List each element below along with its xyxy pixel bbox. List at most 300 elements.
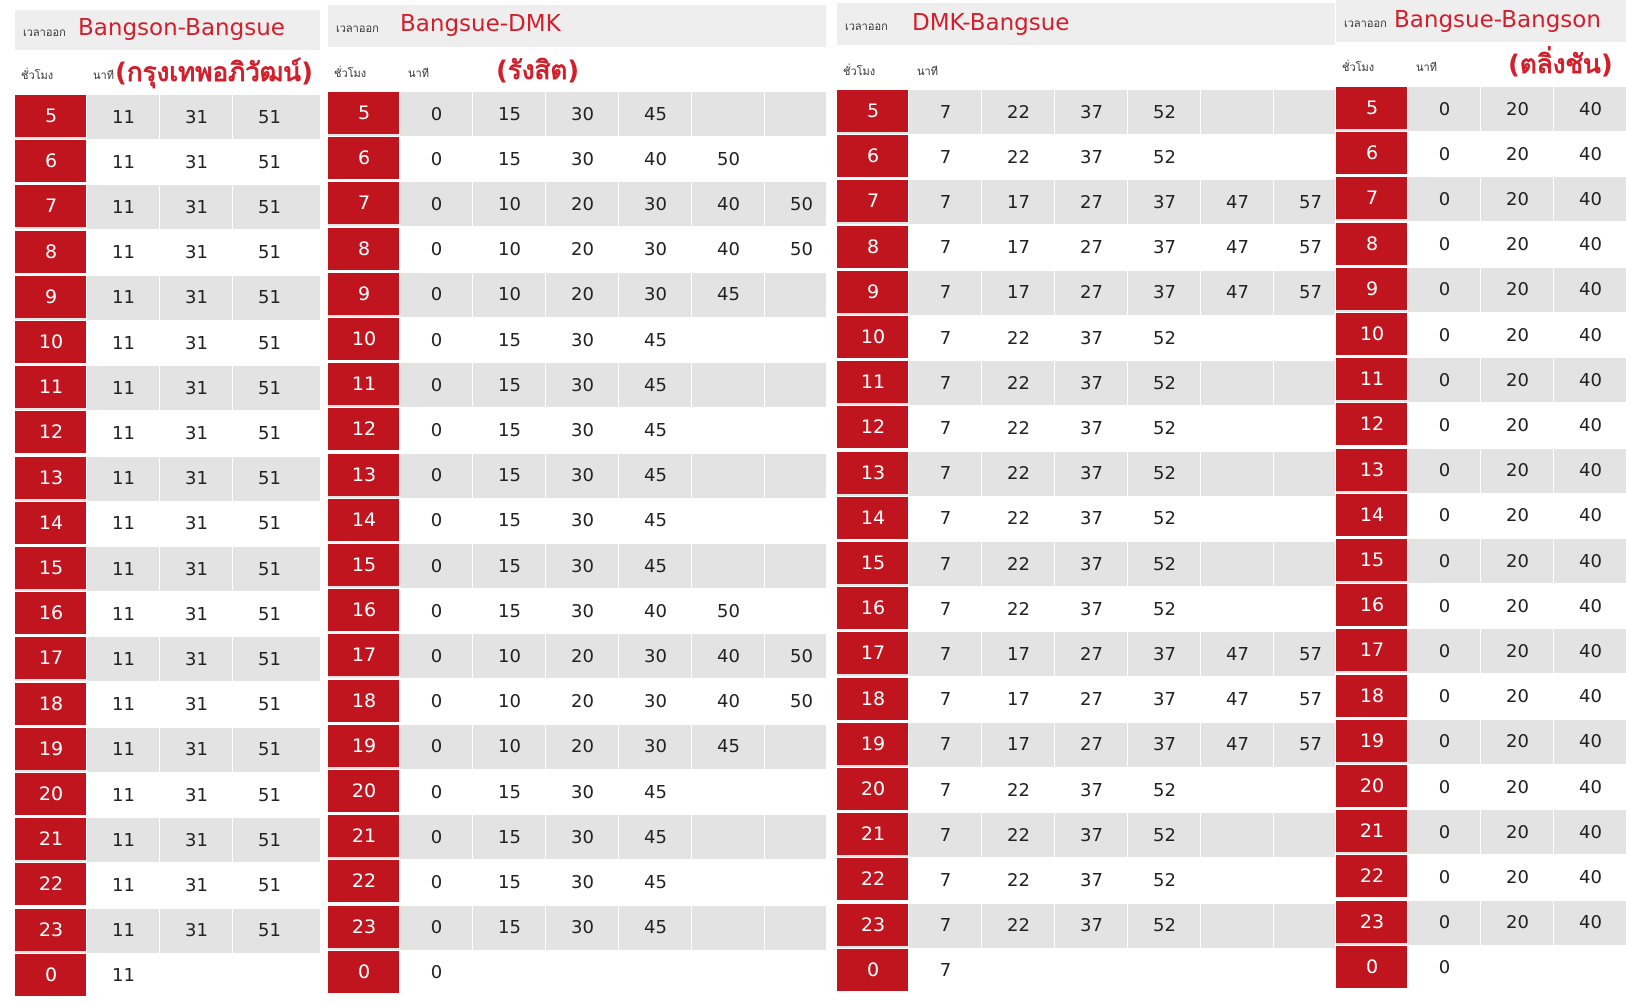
schedule-row [328,770,826,814]
panel-header [328,5,826,47]
schedule-row [328,273,826,317]
minute-cell [765,544,826,588]
minute-cell: 20 [1506,550,1529,572]
minute-cell: 0 [1438,595,1451,617]
minute-cell: 37 [1153,689,1176,711]
minute-cell: 50 [717,600,740,622]
minute-cell: 0 [1438,460,1451,482]
minute-cell: 47 [1226,282,1249,304]
minute-cell [765,92,826,136]
minute-cell: 40 [1579,369,1602,391]
route-title: Bangsue-DMK [400,11,561,37]
schedule-row [15,954,320,998]
minute-cell: 57 [1299,643,1322,665]
column-labels [1336,44,1626,84]
minute-cell: 37 [1153,643,1176,665]
minute-cell: 31 [185,784,208,806]
schedule-row [1336,313,1626,357]
schedule-row [1336,946,1626,990]
minute-cell: 20 [571,193,594,215]
minute-cell: 27 [1080,282,1103,304]
minute-cell: 57 [1299,282,1322,304]
minute-cell: 11 [112,965,135,987]
minute-cell [765,273,826,317]
depart-label: เวลาออก [1344,17,1387,30]
minute-cell: 40 [1579,912,1602,934]
minute-cell: 20 [571,736,594,758]
minute-cell: 31 [185,694,208,716]
minute-cell [765,408,826,452]
minute-cell: 37 [1153,191,1176,213]
minute-cell: 0 [1438,957,1451,979]
minute-cell: 47 [1226,191,1249,213]
minute-cell: 15 [498,103,521,125]
schedule-row [1336,539,1626,583]
minute-cell: 45 [717,284,740,306]
minute-cell: 22 [1007,915,1030,937]
schedule-row [328,906,826,950]
minute-cell: 0 [430,239,443,261]
minute-cell: 0 [1438,98,1451,120]
minute-cell [1274,452,1335,496]
minute-cell [692,454,765,498]
schedule-row [328,228,826,272]
minute-cell: 31 [185,468,208,490]
schedule-row [837,90,1335,134]
minute-cell: 45 [644,555,667,577]
schedule-row [328,815,826,859]
minute-cell: 51 [258,739,281,761]
hour-cell: 20 [328,770,400,812]
hour-cell: 15 [1336,539,1408,581]
minute-cell: 0 [1438,731,1451,753]
minute-cell: 51 [258,287,281,309]
schedule-row [15,818,320,862]
schedule-row [15,185,320,229]
minute-cell: 0 [430,826,443,848]
minute-cell: 40 [1579,414,1602,436]
hour-label: ชั่วโมง [1342,61,1375,74]
minute-cell [1201,949,1274,993]
minute-cell [546,951,619,995]
minute-cell: 22 [1007,553,1030,575]
minute-cell [692,408,765,452]
minute-cell: 20 [1506,188,1529,210]
minute-cell: 40 [1579,98,1602,120]
minute-cell: 0 [430,103,443,125]
minute-cell: 0 [430,781,443,803]
schedule-row [1336,132,1626,176]
minute-cell: 7 [939,869,952,891]
minute-cell: 37 [1080,327,1103,349]
minute-cell: 37 [1080,101,1103,123]
hour-cell: 18 [1336,675,1408,717]
hour-cell: 23 [328,906,400,948]
schedule-row [15,728,320,772]
minute-cell: 15 [498,555,521,577]
schedule-row [15,502,320,546]
minute-cell: 52 [1153,417,1176,439]
minute-cell: 15 [498,329,521,351]
minute-cell [692,318,765,362]
minute-cell [765,906,826,950]
minute-cell [765,499,826,543]
minute-cell: 7 [939,417,952,439]
schedule-row [328,634,826,678]
hour-cell: 20 [837,768,909,810]
minute-cell: 30 [644,284,667,306]
hour-cell: 16 [15,592,87,634]
minute-cell: 11 [112,603,135,625]
hour-cell: 6 [328,137,400,179]
minute-cell: 0 [430,193,443,215]
minute-cell: 11 [112,377,135,399]
minute-cell: 7 [939,146,952,168]
hour-cell: 10 [328,318,400,360]
minute-cell: 31 [185,106,208,128]
minute-cell: 15 [498,148,521,170]
minute-cell: 0 [430,419,443,441]
minute-cell: 40 [1579,188,1602,210]
schedule-row [15,231,320,275]
minute-cell: 47 [1226,734,1249,756]
schedule-row [837,180,1335,224]
minute-cell: 37 [1153,282,1176,304]
minute-cell: 20 [1506,460,1529,482]
minute-cell: 45 [644,465,667,487]
minute-cell: 20 [1506,369,1529,391]
minute-cell: 11 [112,332,135,354]
minute-cell: 51 [258,196,281,218]
schedule-row [1336,629,1626,673]
timetable-bangsue-dmk [328,0,826,1006]
minute-cell: 0 [430,917,443,939]
hour-cell: 21 [1336,810,1408,852]
minute-cell [1274,813,1335,857]
minute-cell: 27 [1080,734,1103,756]
minute-cell: 20 [571,284,594,306]
hour-cell: 7 [837,180,909,222]
minute-cell: 22 [1007,101,1030,123]
hour-label: ชั่วโมง [334,67,367,80]
minute-cell: 40 [717,691,740,713]
minute-cell: 27 [1080,191,1103,213]
minute-cell: 51 [258,874,281,896]
schedule-row [837,723,1335,767]
hour-cell: 22 [15,863,87,905]
minute-cell: 22 [1007,869,1030,891]
minute-cell: 15 [498,917,521,939]
hour-cell: 23 [15,909,87,951]
minute-cell [160,954,233,998]
schedule-row [1336,855,1626,899]
minute-cell: 0 [1438,550,1451,572]
minute-cell: 11 [112,920,135,942]
hour-cell: 13 [328,454,400,496]
minute-cell: 31 [185,920,208,942]
schedule-row [328,318,826,362]
minute-cell: 7 [939,915,952,937]
minute-cell: 52 [1153,146,1176,168]
minute-cell: 20 [1506,279,1529,301]
minute-cell: 20 [1506,98,1529,120]
minute-cell: 22 [1007,417,1030,439]
minute-cell: 10 [498,284,521,306]
panel-header [837,3,1335,45]
minute-cell [233,954,306,998]
minute-cell: 15 [498,781,521,803]
schedule-row [837,768,1335,812]
minute-cell: 40 [1579,279,1602,301]
minute-cell: 51 [258,468,281,490]
minute-cell: 7 [939,734,952,756]
minute-cell: 20 [1506,595,1529,617]
minute-cell: 15 [498,419,521,441]
hour-cell: 9 [837,271,909,313]
minute-cell: 10 [498,645,521,667]
schedule-row [15,411,320,455]
minute-cell: 0 [1438,324,1451,346]
minute-cell [473,951,546,995]
minute-cell: 20 [1506,912,1529,934]
hour-cell: 0 [837,949,909,991]
minute-cell: 30 [571,374,594,396]
column-labels [328,50,826,90]
minute-cell: 31 [185,513,208,535]
minute-cell: 0 [430,645,443,667]
hour-cell: 14 [837,497,909,539]
route-title: Bangson-Bangsue [78,15,285,41]
minute-cell: 0 [430,691,443,713]
minute-cell: 0 [430,148,443,170]
minute-label: นาที [408,67,429,80]
depart-label: เวลาออก [23,26,66,39]
hour-cell: 8 [837,226,909,268]
minute-cell: 0 [430,329,443,351]
minute-cell: 0 [430,284,443,306]
minute-cell: 11 [112,422,135,444]
minute-cell: 11 [112,694,135,716]
minute-cell: 0 [430,962,443,984]
schedule-row [328,544,826,588]
schedule-row [1336,810,1626,854]
schedule-row [328,499,826,543]
minute-cell: 37 [1080,824,1103,846]
minute-cell: 40 [1579,550,1602,572]
minute-cell: 37 [1153,734,1176,756]
schedule-row [1336,584,1626,628]
schedule-row [837,226,1335,270]
minute-cell: 40 [1579,143,1602,165]
hour-cell: 9 [328,273,400,315]
schedule-row [1336,494,1626,538]
minute-label: นาที [1416,61,1437,74]
minute-cell [765,589,826,633]
minute-cell: 20 [1506,866,1529,888]
hour-cell: 12 [1336,403,1408,445]
minute-cell: 15 [498,374,521,396]
minute-cell: 17 [1007,282,1030,304]
minute-cell: 20 [1506,143,1529,165]
minute-cell [1201,587,1274,631]
minute-cell: 11 [112,287,135,309]
minute-cell: 20 [1506,505,1529,527]
minute-cell [1201,542,1274,586]
minute-cell: 7 [939,327,952,349]
minute-cell [765,318,826,362]
schedule-row [15,140,320,184]
minute-cell [692,951,765,995]
minute-cell: 47 [1226,237,1249,259]
schedule-row [1336,403,1626,447]
schedule-row [837,632,1335,676]
minute-cell: 31 [185,603,208,625]
minute-cell [692,92,765,136]
hour-cell: 22 [328,860,400,902]
schedule-row [837,361,1335,405]
minute-cell: 20 [1506,414,1529,436]
minute-cell: 0 [1438,866,1451,888]
hour-cell: 8 [1336,223,1408,265]
minute-cell: 45 [644,374,667,396]
hour-cell: 12 [328,408,400,450]
minute-cell: 52 [1153,327,1176,349]
minute-cell: 30 [571,600,594,622]
minute-cell: 22 [1007,598,1030,620]
hour-cell: 19 [15,728,87,770]
minute-cell: 7 [939,463,952,485]
minute-cell: 20 [1506,686,1529,708]
minute-cell [1201,497,1274,541]
minute-cell [692,499,765,543]
minute-cell: 40 [1579,505,1602,527]
minute-cell [765,725,826,769]
minute-cell: 7 [939,101,952,123]
hour-cell: 12 [15,411,87,453]
hour-cell: 16 [1336,584,1408,626]
hour-cell: 21 [15,818,87,860]
hour-cell: 23 [1336,901,1408,943]
minute-cell: 37 [1080,417,1103,439]
minute-cell [765,815,826,859]
minute-cell [692,770,765,814]
minute-cell [1201,90,1274,134]
minute-cell [1274,949,1335,993]
minute-cell: 37 [1153,237,1176,259]
route-title: Bangsue-Bangson [1394,7,1601,33]
minute-cell [1274,768,1335,812]
minute-cell [1201,904,1274,948]
minute-cell: 11 [112,739,135,761]
schedule-row [1336,901,1626,945]
minute-cell: 27 [1080,689,1103,711]
minute-cell: 15 [498,510,521,532]
minute-cell [692,544,765,588]
minute-cell: 30 [571,555,594,577]
minute-cell: 20 [571,239,594,261]
minute-cell: 45 [644,917,667,939]
minute-cell: 51 [258,242,281,264]
minute-cell: 51 [258,422,281,444]
minute-cell [1274,316,1335,360]
schedule-row [328,725,826,769]
hour-label: ชั่วโมง [843,65,876,78]
hour-cell: 12 [837,406,909,448]
schedule-row [837,542,1335,586]
minute-cell [765,137,826,181]
station-note: (รังสิต) [496,56,580,86]
minute-cell: 0 [430,465,443,487]
hour-cell: 8 [328,228,400,270]
minute-cell: 0 [1438,821,1451,843]
schedule-row [837,271,1335,315]
schedule-row [15,909,320,953]
minute-cell: 37 [1080,915,1103,937]
hour-cell: 15 [15,547,87,589]
minute-cell: 20 [1506,234,1529,256]
minute-cell: 7 [939,598,952,620]
minute-cell: 31 [185,332,208,354]
minute-cell: 30 [571,148,594,170]
minute-cell: 37 [1080,463,1103,485]
schedule-row [1336,449,1626,493]
minute-cell: 40 [1579,595,1602,617]
schedule-row [1336,87,1626,131]
minute-cell: 50 [790,239,813,261]
minute-cell: 30 [571,510,594,532]
depart-label: เวลาออก [336,22,379,35]
minute-cell: 17 [1007,237,1030,259]
minute-cell: 20 [1506,640,1529,662]
minute-cell: 30 [644,736,667,758]
hour-cell: 19 [328,725,400,767]
minute-cell: 11 [112,829,135,851]
schedule-row [328,860,826,904]
minute-cell: 0 [1438,234,1451,256]
minute-cell: 37 [1080,372,1103,394]
minute-cell [765,454,826,498]
minute-cell: 30 [571,781,594,803]
column-labels [837,48,1335,88]
minute-cell: 47 [1226,643,1249,665]
hour-cell: 5 [837,90,909,132]
route-title: DMK-Bangsue [912,10,1070,36]
minute-cell [692,906,765,950]
hour-cell: 10 [837,316,909,358]
minute-cell: 0 [1438,369,1451,391]
schedule-row [15,547,320,591]
minute-cell: 52 [1153,101,1176,123]
minute-cell [692,815,765,859]
minute-cell: 52 [1153,508,1176,530]
minute-cell [619,951,692,995]
minute-cell [1274,90,1335,134]
minute-cell: 0 [1438,143,1451,165]
minute-cell [765,363,826,407]
minute-cell: 40 [717,193,740,215]
hour-cell: 16 [328,589,400,631]
minute-cell: 0 [430,555,443,577]
minute-cell: 22 [1007,146,1030,168]
minute-cell: 40 [1579,234,1602,256]
minute-cell: 11 [112,151,135,173]
minute-cell: 52 [1153,598,1176,620]
minute-cell: 15 [498,465,521,487]
hour-cell: 18 [15,683,87,725]
minute-cell: 22 [1007,508,1030,530]
schedule-row [837,406,1335,450]
minute-cell: 50 [790,691,813,713]
